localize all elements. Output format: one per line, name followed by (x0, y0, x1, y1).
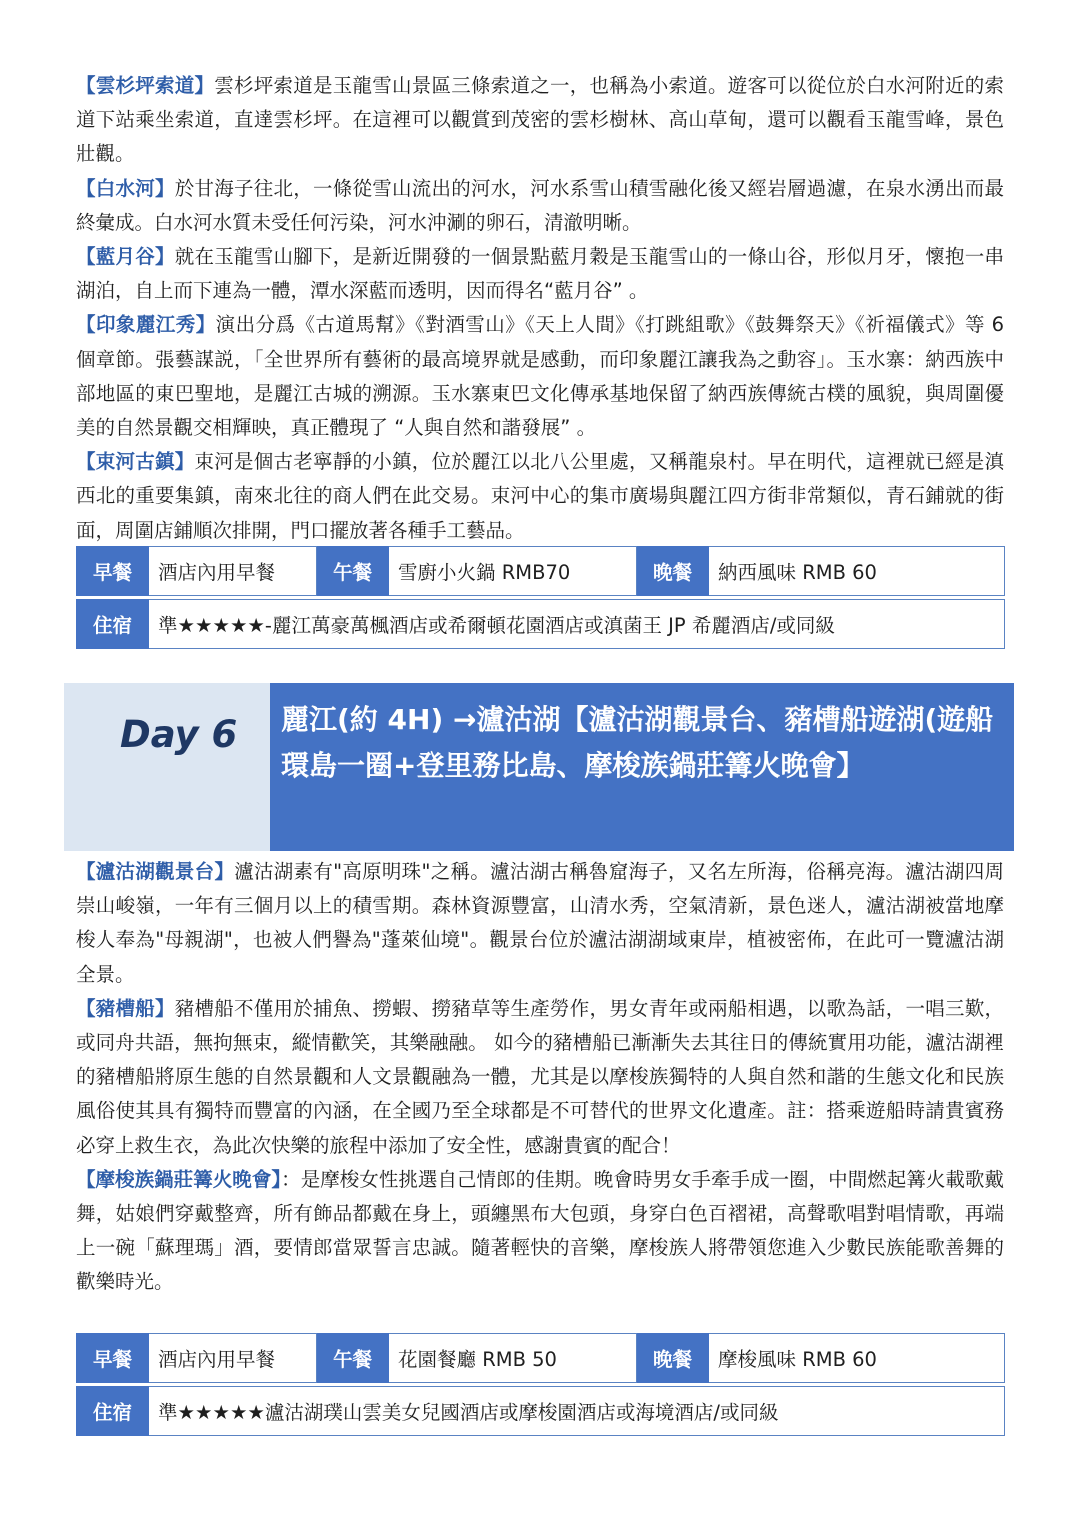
lunch-value: 雪廚小火鍋 RMB70 (389, 547, 637, 596)
lunch-label: 午餐 (317, 547, 389, 596)
paragraph-bonfire-party (76, 1163, 1004, 1300)
tag-lugu-viewpoint: 【瀘沽湖觀景台】 (76, 860, 235, 883)
day6-title: 麗江(約 4H) →瀘沽湖【瀘沽湖觀景台、豬槽船遊湖(遊船環島一圈+登里務比島、摩梭族鍋莊篝火晚會】 (281, 703, 994, 782)
day6-header (64, 683, 1014, 851)
paragraph-shuhe (76, 445, 1004, 548)
stay-label: 住宿 (77, 600, 149, 649)
text-lanyuegu: 就在玉龍雪山腳下，是新近開發的一個景點藍月穀是玉龍雪山的一條山谷，形似月牙，懷抱一串湖泊，自上而下連為一體，潭水深藍而透明，因而得名“藍月谷” 。 (76, 245, 1004, 303)
text-impression-show: 演出分爲《古道馬幫》《對酒雪山》《天上人間》《打跳組歌》《鼓舞祭天》《祈福儀式》等 6 個章節。張藝謀説，「全世界所有藝術的最高境界就是感動，而印象麗江讓我為之動容」。玉水寨：納西族中部地區的東巴聖地，是麗江古城的溯源。玉水寨東巴文化傳承基地保留了納西族傳統古樸的風貌，與周圍優美的自然景觀交相輝映，真正體現了 “人與自然和諧發展” 。 (76, 313, 1004, 440)
day5-meal-table (76, 546, 1005, 649)
tag-shuhe: 【束河古鎮】 (76, 450, 195, 474)
paragraph-lugu-viewpoint (76, 855, 1004, 992)
stay-label: 住宿 (77, 1387, 149, 1436)
tag-yunshanping: 【雲杉坪索道】 (76, 74, 215, 97)
paragraph-baishuihe (76, 172, 1004, 240)
dinner-value: 納西風味 RMB 60 (709, 547, 1005, 596)
text-lugu-viewpoint: 瀘沽湖素有"高原明珠"之稱。瀘沽湖古稱魯窟海子，又名左所海，俗稱亮海。瀘沽湖四周崇山峻嶺，一年有三個月以上的積雪期。森林資源豐富，山清水秀，空氣清新，景色迷人，瀘沽湖被當地摩梭人奉為"母親湖"，也被人們譽為"蓬萊仙境"。觀景台位於瀘沽湖湖域東岸，植被密佈，在此可一覽瀘沽湖全景。 (76, 860, 1004, 986)
tag-bonfire-party: 【摩梭族鍋莊篝火晚會】 (76, 1167, 282, 1191)
day6-meal-table (76, 1333, 1005, 1436)
text-shuhe: 束河是個古老寧靜的小鎮，位於麗江以北八公里處，又稱龍泉村。早在明代，這裡就已經是滇西北的重要集鎮，南來北往的商人們在此交易。束河中心的集市廣場與麗江四方街非常類似，青石鋪就的街面，周圍店鋪順次排開，門口擺放著各種手工藝品。 (76, 450, 1004, 542)
breakfast-value: 酒店內用早餐 (149, 1334, 317, 1383)
day6-label-box (64, 683, 270, 851)
lunch-label: 午餐 (317, 1334, 389, 1383)
text-pig-trough-boat: 豬槽船不僅用於捕魚、撈蝦、撈豬草等生產勞作，男女青年或兩船相遇，以歌為話，一唱三歎，或同舟共語，無拘無束，縱情歡笑，其樂融融。 如今的豬槽船已漸漸失去其往日的傳統實用功能，瀘沽湖裡的豬槽船將原生態的自然景觀和人文景觀融為一體，尤其是以摩梭族獨特的人與自然和諧的生態文化和民族風俗使其具有獨特而豐富的內涵，在全國乃至全球都是不可替代的世界文化遺產。註：搭乘遊船時請貴賓務必穿上救生衣，為此次快樂的旅程中添加了安全性，感謝貴賓的配合！ (76, 996, 1004, 1157)
tag-lanyuegu: 【藍月谷】 (76, 245, 175, 269)
text-baishuihe: 於甘海子往北，一條從雪山流出的河水，河水系雪山積雪融化後又經岩層過濾，在泉水湧出而最終彙成。白水河水質未受任何污染，河水沖涮的卵石，清澈明晰。 (76, 176, 1004, 234)
dinner-label: 晚餐 (637, 1334, 709, 1383)
day6-title-box (270, 683, 1014, 851)
dinner-value: 摩梭風味 RMB 60 (709, 1334, 1005, 1383)
paragraph-impression-show (76, 308, 1004, 445)
text-bonfire-party: ：是摩梭女性挑選自己情郎的佳期。晚會時男女手牽手成一圈，中間燃起篝火載歌戴舞，姑娘們穿戴整齊，所有飾品都戴在身上，頭纏黑布大包頭，身穿白色百褶裙，高聲歌唱對唱情歌，再端上一碗「蘇理瑪」酒，要情郎當眾誓言忠誠。隨著輕快的音樂，摩梭族人將帶領您進入少數民族能歌善舞的歡樂時光。 (76, 1167, 1004, 1294)
day5-attractions (76, 69, 1004, 548)
day6-attractions (76, 855, 1004, 1300)
paragraph-yunshanping (76, 69, 1004, 172)
paragraph-pig-trough-boat (76, 992, 1004, 1163)
day6-label: Day 6 (120, 713, 238, 756)
breakfast-value: 酒店內用早餐 (149, 547, 317, 596)
text-yunshanping: 雲杉坪索道是玉龍雪山景區三條索道之一，也稱為小索道。遊客可以從位於白水河附近的索道下站乘坐索道，直達雲杉坪。在這裡可以觀賞到茂密的雲杉樹林、高山草甸，還可以觀看玉龍雪峰，景色壯觀。 (76, 74, 1004, 166)
paragraph-lanyuegu (76, 240, 1004, 308)
tag-baishuihe: 【白水河】 (76, 176, 175, 200)
stay-value: 準★★★★★-麗江萬豪萬楓酒店或希爾頓花園酒店或滇菌王 JP 希麗酒店/或同級 (149, 600, 1005, 649)
breakfast-label: 早餐 (77, 1334, 149, 1383)
tag-pig-trough-boat: 【豬槽船】 (76, 996, 175, 1020)
stay-value: 準★★★★★瀘沽湖璞山雲美女兒國酒店或摩梭園酒店或海境酒店/或同級 (149, 1387, 1005, 1436)
lunch-value: 花園餐廳 RMB 50 (389, 1334, 637, 1383)
dinner-label: 晚餐 (637, 547, 709, 596)
breakfast-label: 早餐 (77, 547, 149, 596)
tag-impression-show: 【印象麗江秀】 (76, 313, 216, 337)
